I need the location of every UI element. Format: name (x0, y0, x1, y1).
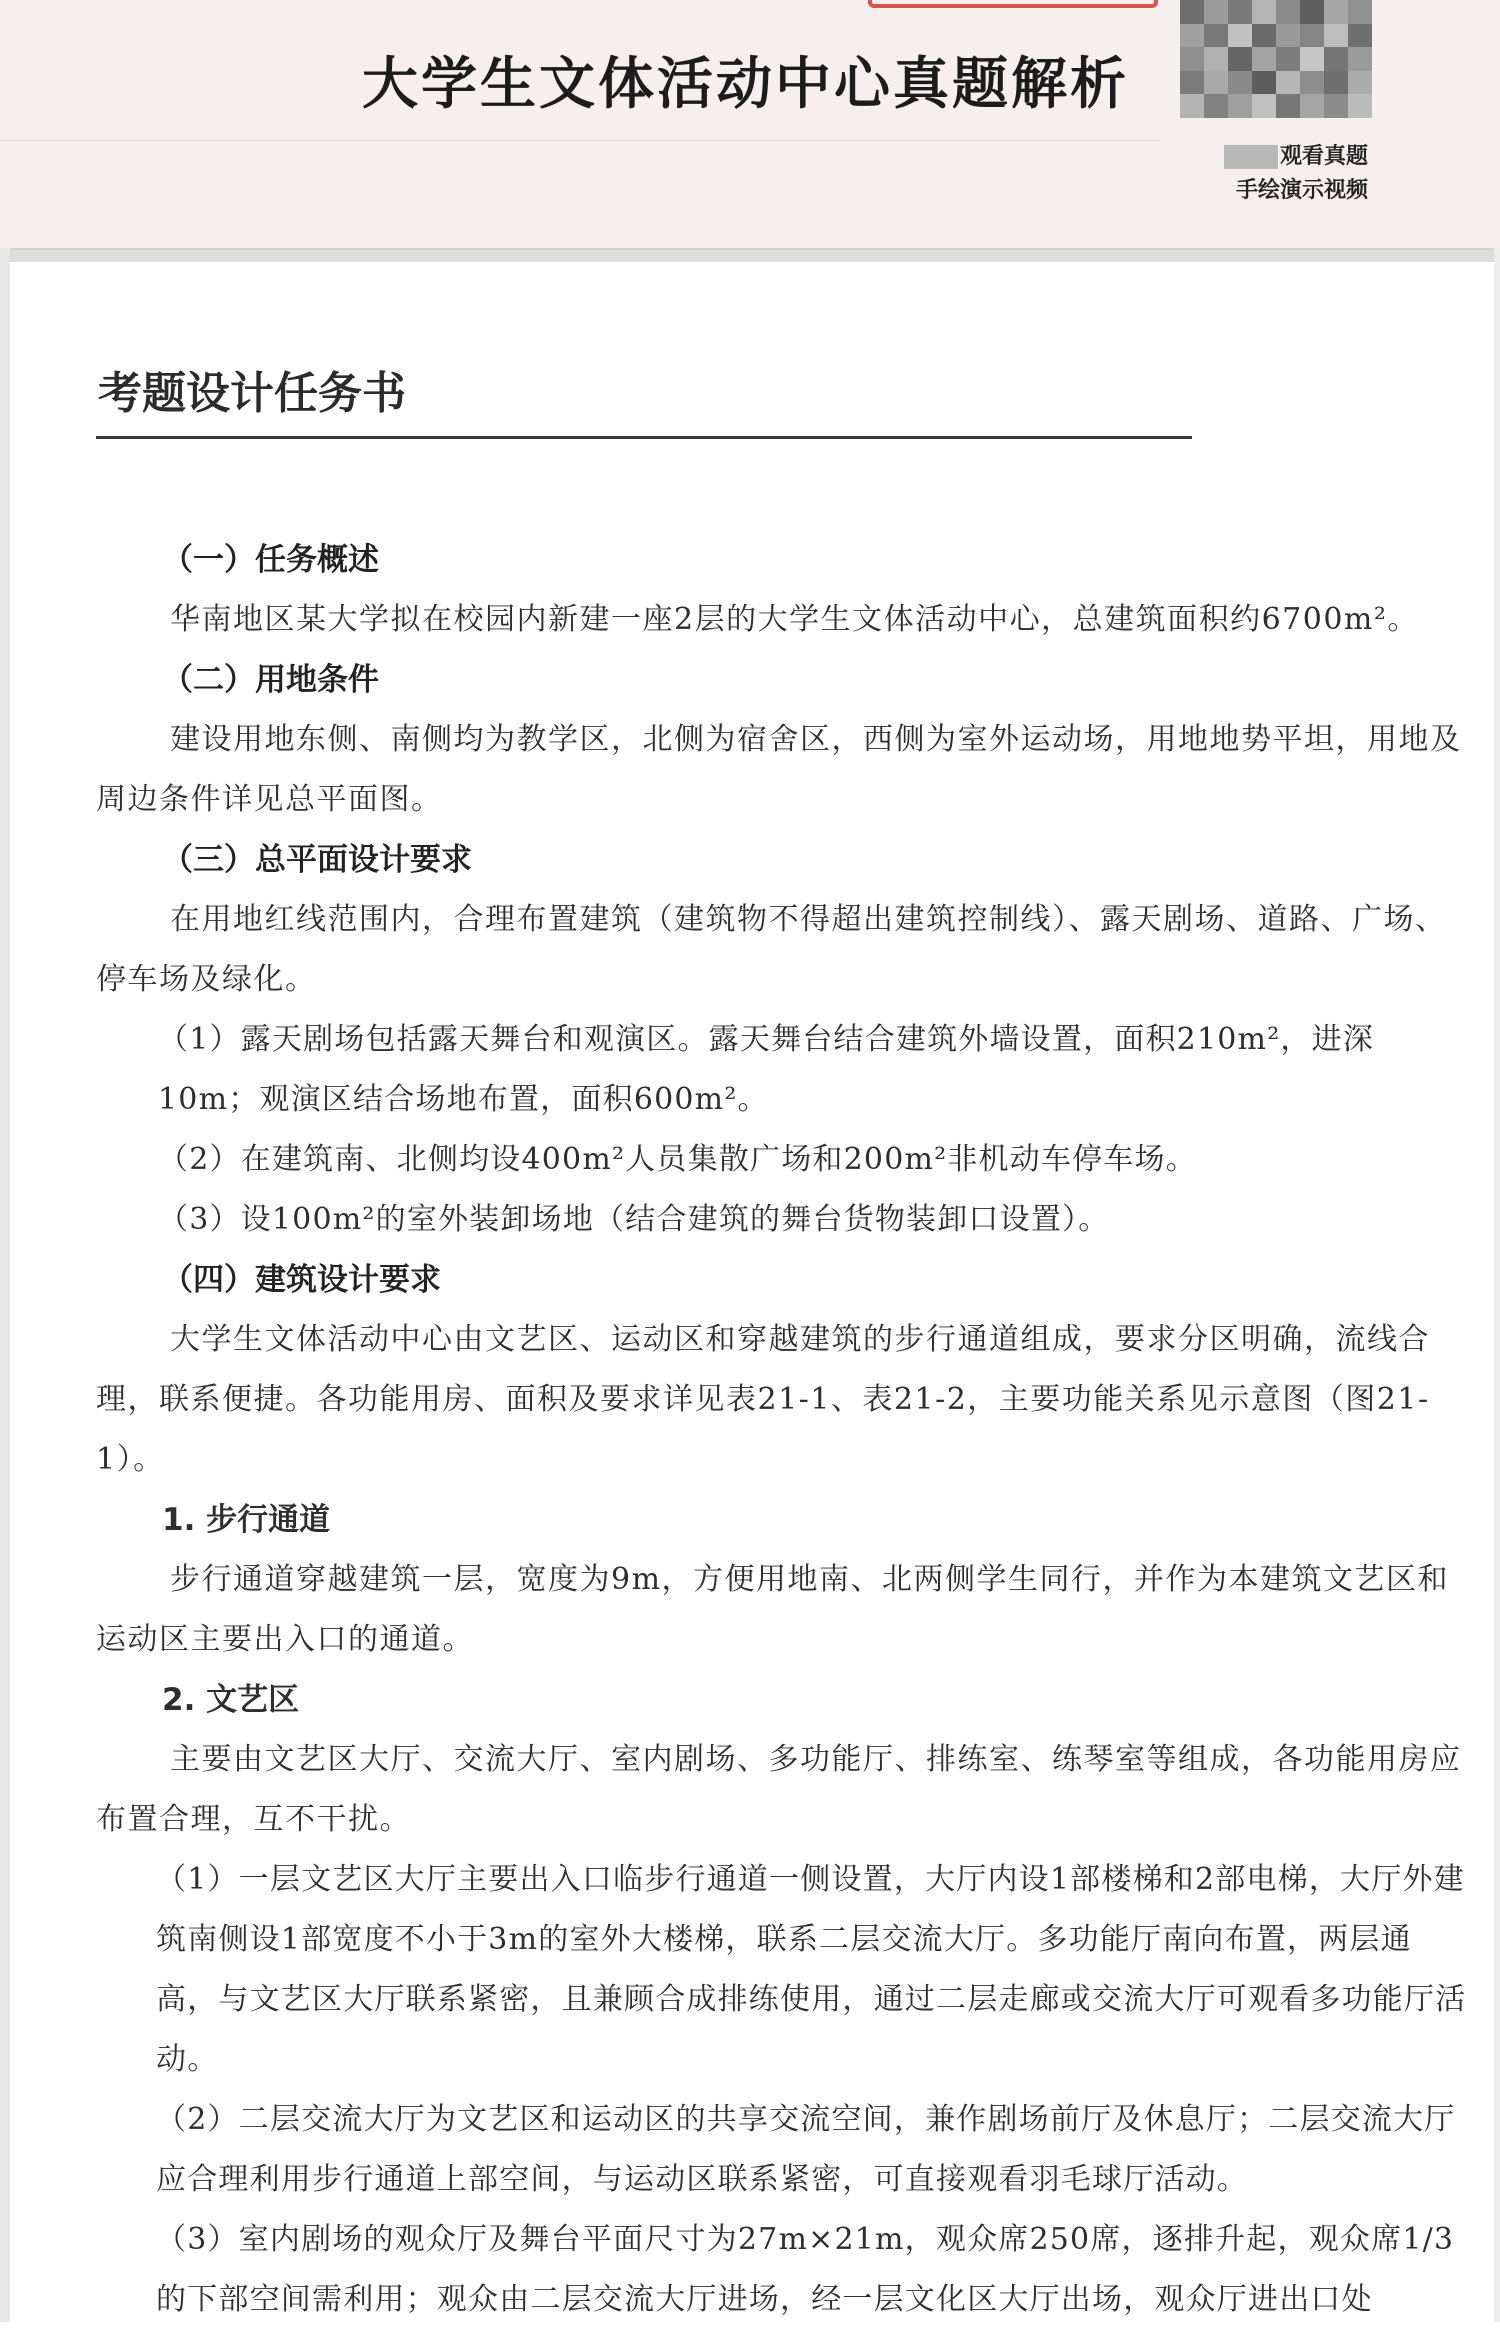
task-document-body (96, 530, 1468, 2330)
document-page (10, 262, 1494, 2322)
scan-gap (0, 250, 1500, 262)
paragraph-task-overview: 华南地区某大学拟在校园内新建一座2层的大学生文体活动中心，总建筑面积约6700m²。 (170, 602, 1419, 637)
qr-code-icon[interactable] (1180, 0, 1372, 118)
paragraph-site-conditions: 建设用地东侧、南侧均为教学区，北侧为宿舍区，西侧为室外运动场，用地地势平坦，用地及周边条件详见总平面图。 (96, 722, 1462, 817)
qr-caption (1188, 140, 1368, 208)
paragraph-site-plan: 在用地红线范围内，合理布置建筑（建筑物不得超出建筑控制线）、露天剧场、道路、广场、停车场及绿化。 (96, 902, 1447, 997)
scan-frame-right (1494, 248, 1500, 2322)
section-rule (96, 436, 1192, 439)
paragraph-arts-zone-item-2: （2）二层交流大厅为文艺区和运动区的共享交流空间，兼作剧场前厅及休息厅；二层交流大厅应合理利用步行通道上部空间，与运动区联系紧密，可直接观看羽毛球厅活动。 (156, 2102, 1456, 2197)
heading-task-overview: （一）任务概述 (162, 542, 379, 578)
header-divider (0, 140, 1160, 141)
paragraph-site-plan-item-2: （2）在建筑南、北侧均设400m²人员集散广场和200m²非机动车停车场。 (158, 1142, 1197, 1177)
paragraph-site-plan-item-3: （3）设100m²的室外装卸场地（结合建筑的舞台货物装卸口设置）。 (158, 1202, 1110, 1237)
paragraph-arts-zone-item-1: （1）一层文艺区大厅主要出入口临步行通道一侧设置，大厅内设1部楼梯和2部电梯，大厅外建筑南侧设1部宽度不小于3m的室外大楼梯，联系二层交流大厅。多功能厅南向布置，两层通高，与文艺区大厅联系紧密，且兼顾合成排练使用，通过二层走廊或交流大厅可观看多功能厅活动。 (156, 1862, 1467, 2077)
redacted-text (1224, 145, 1278, 169)
qr-caption-line1: 观看真题 (1279, 144, 1368, 169)
heading-pedestrian-passage: 1. 步行通道 (162, 1502, 331, 1538)
red-tab-decoration (868, 0, 1158, 8)
paragraph-arts-zone-item-3: （3）室内剧场的观众厅及舞台平面尺寸为27m×21m，观众席250席，逐排升起，观众席1/3的下部空间需利用；观众由二层交流大厅进场，经一层文化区大厅出场，观众厅进出口处 (156, 2222, 1455, 2317)
paragraph-site-plan-item-1: （1）露天剧场包括露天舞台和观演区。露天舞台结合建筑外墙设置，面积210m²，进深10m；观演区结合场地布置，面积600m²。 (158, 1022, 1375, 1117)
paragraph-pedestrian-passage: 步行通道穿越建筑一层，宽度为9m，方便用地南、北两侧学生同行，并作为本建筑文艺区和运动区主要出入口的通道。 (96, 1562, 1450, 1657)
paragraph-building-requirements: 大学生文体活动中心由文艺区、运动区和穿越建筑的步行通道组成，要求分区明确，流线合理，联系便捷。各功能用房、面积及要求详见表21-1、表21-2，主要功能关系见示意图（图21-1）。 (96, 1322, 1430, 1477)
section-title: 考题设计任务书 (98, 368, 406, 419)
heading-site-plan-requirements: （三）总平面设计要求 (162, 842, 472, 878)
paragraph-arts-zone: 主要由文艺区大厅、交流大厅、室内剧场、多功能厅、排练室、练琴室等组成，各功能用房应布置合理，互不干扰。 (96, 1742, 1462, 1837)
header-band (0, 0, 1500, 250)
qr-caption-line2: 手绘演示视频 (1235, 178, 1368, 203)
heading-building-requirements: （四）建筑设计要求 (162, 1262, 441, 1298)
scan-frame-left (0, 248, 10, 2322)
heading-site-conditions: （二）用地条件 (162, 662, 379, 698)
page-title: 大学生文体活动中心真题解析 (362, 52, 1129, 117)
heading-arts-zone: 2. 文艺区 (162, 1682, 300, 1718)
